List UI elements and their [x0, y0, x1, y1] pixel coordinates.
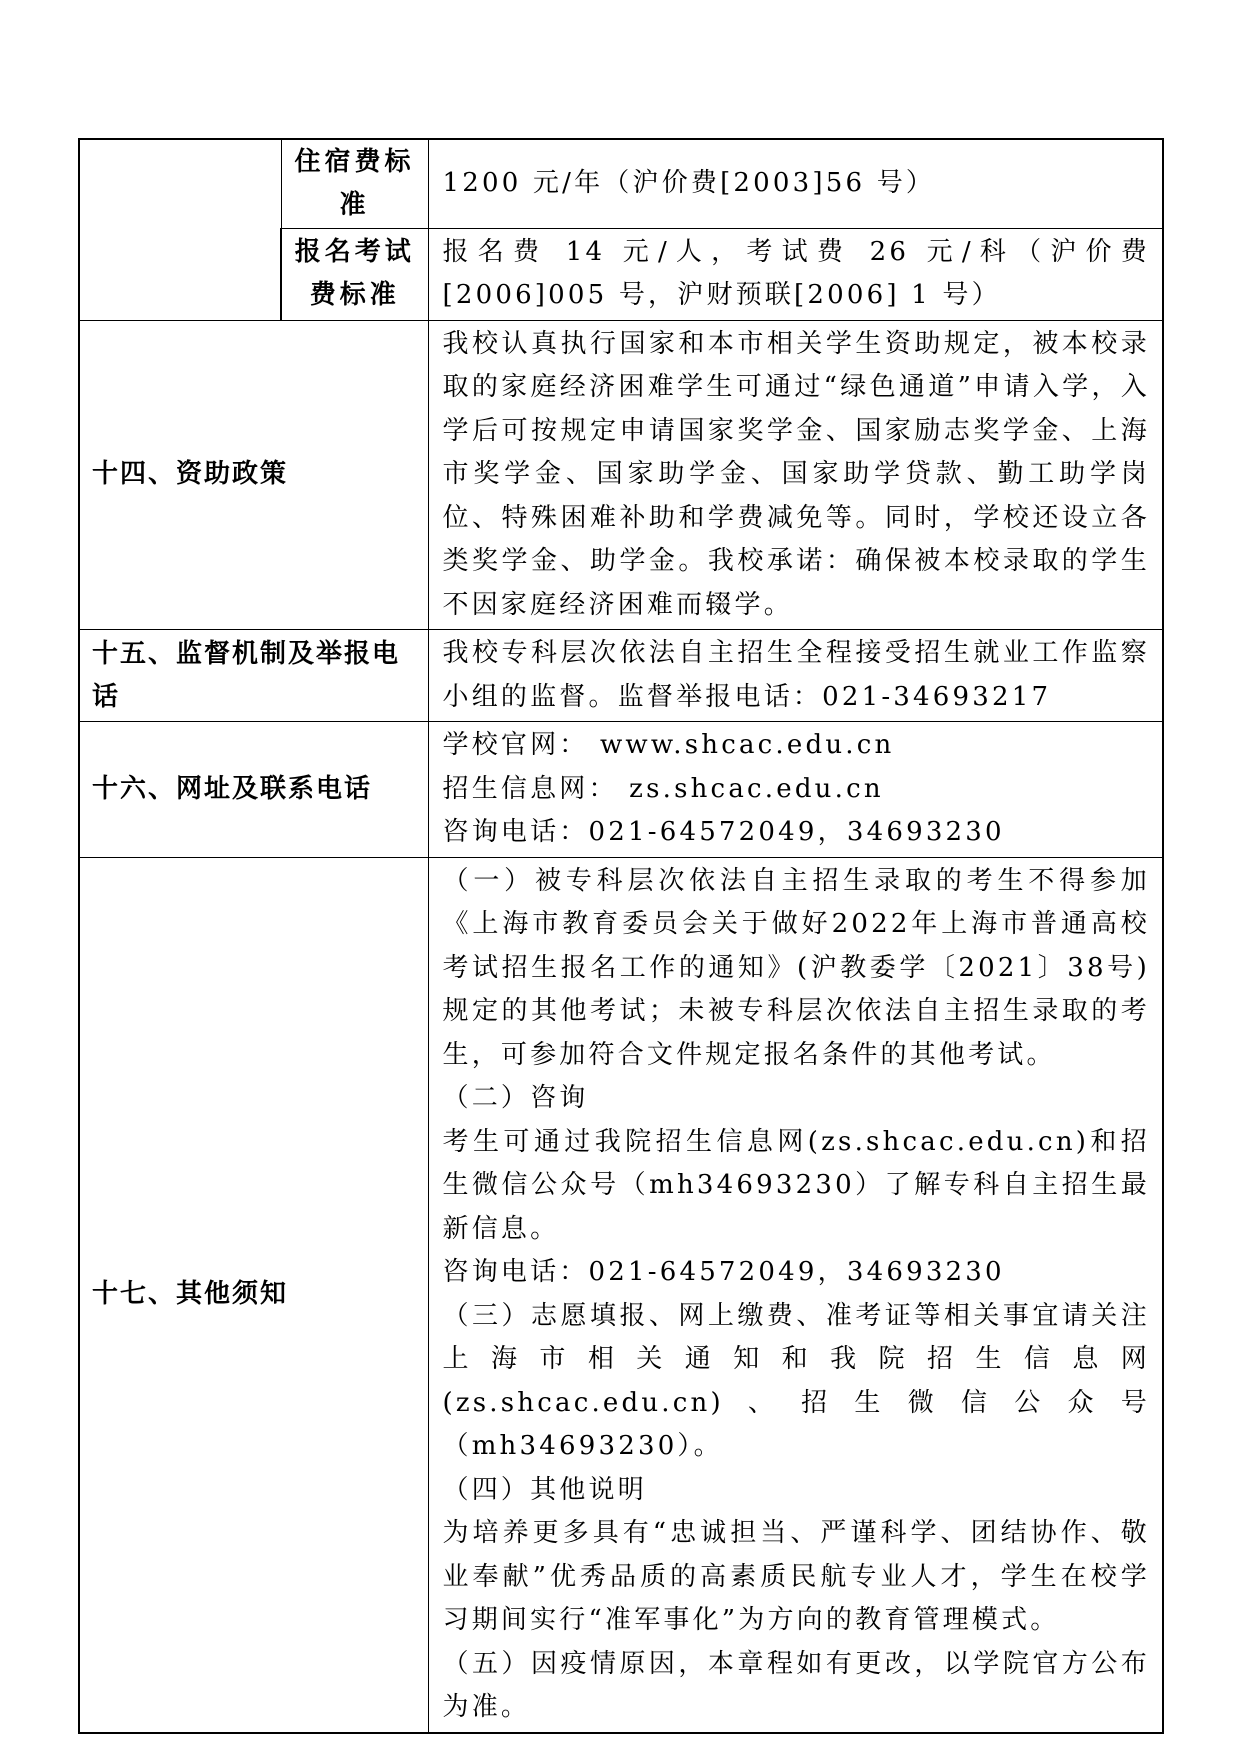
accommodation-fee-label: 住宿费标准 — [281, 139, 428, 228]
admission-website-line: 招生信息网： zs.shcac.edu.cn — [442, 773, 884, 804]
admission-info-table — [78, 138, 1164, 1734]
exam-fee-value: 报名费 14 元/人，考试费 26 元/科（沪价费[2006]005 号，沪财预联[2006] 1 号） — [428, 228, 1163, 320]
section-14-label: 十四、资助政策 — [79, 320, 428, 630]
merged-section-label-cell — [79, 139, 281, 320]
table-row-section-14 — [79, 320, 1163, 630]
notice-paragraph-8: （五）因疫情原因，本章程如有更改，以学院官方公布为准。 — [442, 1648, 1150, 1722]
notice-paragraph-2: （二）咨询 — [442, 1083, 589, 1113]
notice-paragraph-6: （四）其他说明 — [442, 1474, 647, 1505]
section-15-label: 十五、监督机制及举报电话 — [79, 630, 428, 722]
section-15-value: 我校专科层次依法自主招生全程接受招生就业工作监察小组的监督。监督举报电话：021-34693217 — [428, 630, 1163, 722]
section-16-value — [428, 722, 1163, 858]
exam-fee-label: 报名考试费标准 — [281, 228, 428, 320]
notice-paragraph-4: 咨询电话：021-64572049，34693230 — [442, 1257, 1005, 1287]
consult-phone-line: 咨询电话：021-64572049，34693230 — [442, 817, 1005, 847]
notice-paragraph-5: （三）志愿填报、网上缴费、准考证等相关事宜请关注上海市相关通知和我院招生信息网(zs.shcac.edu.cn)、招生微信公众号（mh34693230）。 — [442, 1300, 1150, 1461]
table-row-accommodation — [79, 139, 1163, 228]
table-row-section-16 — [79, 722, 1163, 858]
section-16-label: 十六、网址及联系电话 — [79, 722, 428, 858]
notice-paragraph-1: （一）被专科层次依法自主招生录取的考生不得参加《上海市教育委员会关于做好2022年上海市普通高校考试招生报名工作的通知》(沪教委学〔2021〕38号)规定的其他考试；未被专科层次依法自主招生录取的考生，可参加符合文件规定报名条件的其他考试。 — [442, 865, 1150, 1070]
section-17-value — [428, 857, 1163, 1733]
notice-paragraph-3: 考生可通过我院招生信息网(zs.shcac.edu.cn)和招生微信公众号（mh34693230）了解专科自主招生最新信息。 — [442, 1126, 1150, 1244]
accommodation-fee-value: 1200 元/年（沪价费[2003]56 号） — [428, 139, 1163, 228]
section-17-label: 十七、其他须知 — [79, 857, 428, 1733]
notice-paragraph-7: 为培养更多具有“忠诚担当、严谨科学、团结协作、敬业奉献”优秀品质的高素质民航专业人才，学生在校学习期间实行“准军事化”为方向的教育管理模式。 — [442, 1518, 1150, 1635]
section-14-value: 我校认真执行国家和本市相关学生资助规定，被本校录取的家庭经济困难学生可通过“绿色通道”申请入学，入学后可按规定申请国家奖学金、国家励志奖学金、上海市奖学金、国家助学金、国家助学贷款、勤工助学岗位、特殊困难补助和学费减免等。同时，学校还设立各类奖学金、助学金。我校承诺：确保被本校录取的学生不因家庭经济困难而辍学。 — [428, 320, 1163, 630]
table-row-section-17 — [79, 857, 1163, 1733]
school-website-line: 学校官网： www.shcac.edu.cn — [442, 730, 895, 760]
table-row-section-15 — [79, 630, 1163, 722]
